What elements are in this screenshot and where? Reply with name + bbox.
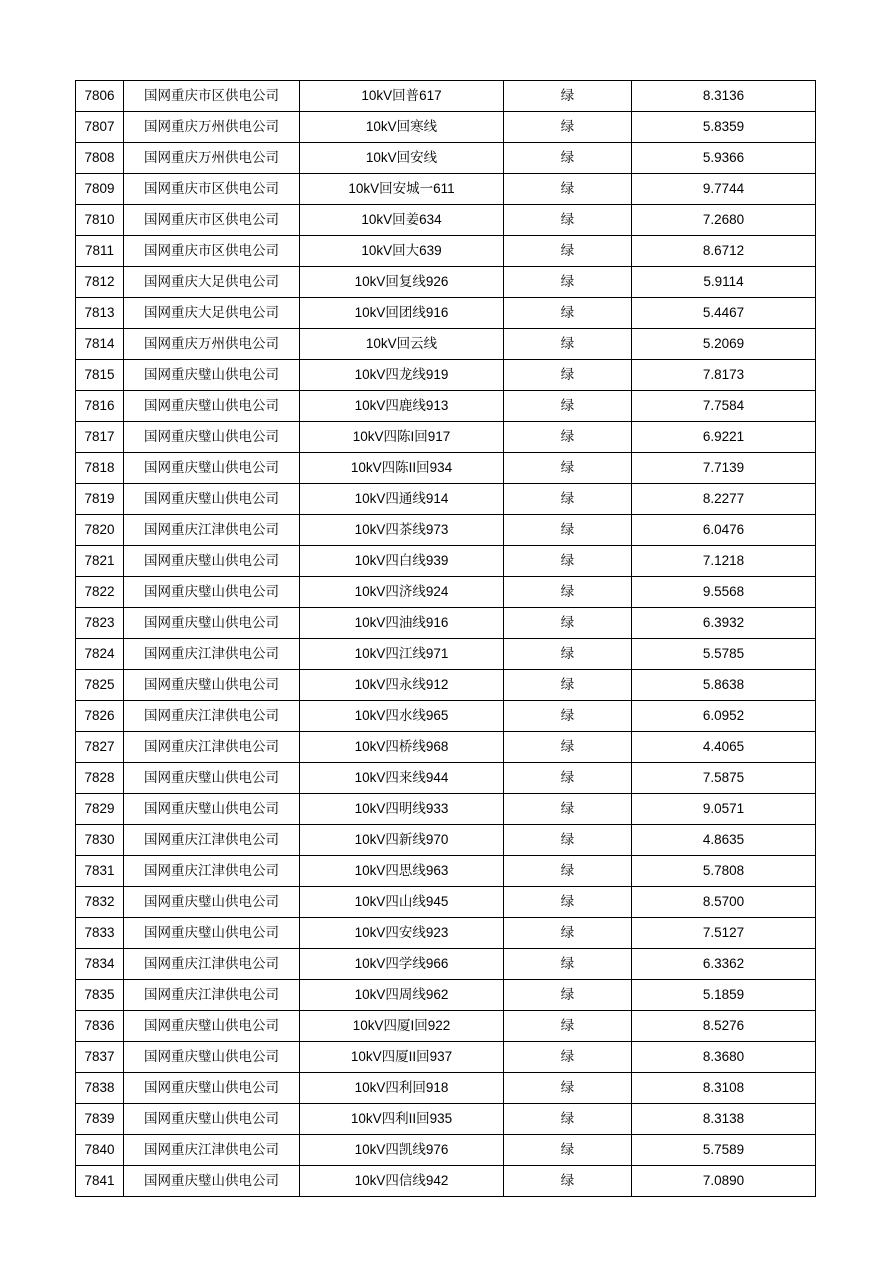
cell-level: 绿 xyxy=(504,298,632,329)
cell-index: 7818 xyxy=(76,453,124,484)
cell-index: 7824 xyxy=(76,639,124,670)
cell-value: 5.8359 xyxy=(632,112,816,143)
cell-level: 绿 xyxy=(504,236,632,267)
cell-line-name: 10kV四鹿线913 xyxy=(300,391,504,422)
cell-organization: 国网重庆江津供电公司 xyxy=(124,825,300,856)
cell-index: 7837 xyxy=(76,1042,124,1073)
cell-value: 6.3932 xyxy=(632,608,816,639)
table-row xyxy=(76,391,816,422)
cell-level: 绿 xyxy=(504,81,632,112)
table-row xyxy=(76,1011,816,1042)
cell-organization: 国网重庆璧山供电公司 xyxy=(124,608,300,639)
cell-level: 绿 xyxy=(504,515,632,546)
cell-value: 8.3680 xyxy=(632,1042,816,1073)
cell-line-name: 10kV回云线 xyxy=(300,329,504,360)
cell-level: 绿 xyxy=(504,329,632,360)
cell-organization: 国网重庆江津供电公司 xyxy=(124,980,300,1011)
cell-line-name: 10kV四油线916 xyxy=(300,608,504,639)
cell-organization: 国网重庆璧山供电公司 xyxy=(124,453,300,484)
cell-organization: 国网重庆大足供电公司 xyxy=(124,267,300,298)
table-row xyxy=(76,1104,816,1135)
cell-level: 绿 xyxy=(504,205,632,236)
cell-value: 7.0890 xyxy=(632,1166,816,1197)
table-row xyxy=(76,267,816,298)
cell-line-name: 10kV回寒线 xyxy=(300,112,504,143)
cell-value: 6.3362 xyxy=(632,949,816,980)
cell-level: 绿 xyxy=(504,670,632,701)
table-row xyxy=(76,515,816,546)
cell-value: 5.1859 xyxy=(632,980,816,1011)
cell-organization: 国网重庆市区供电公司 xyxy=(124,81,300,112)
cell-value: 7.5127 xyxy=(632,918,816,949)
cell-line-name: 10kV四周线962 xyxy=(300,980,504,1011)
cell-organization: 国网重庆璧山供电公司 xyxy=(124,794,300,825)
table-row xyxy=(76,701,816,732)
cell-value: 4.4065 xyxy=(632,732,816,763)
cell-level: 绿 xyxy=(504,174,632,205)
table-row xyxy=(76,112,816,143)
cell-line-name: 10kV四学线966 xyxy=(300,949,504,980)
cell-value: 6.0476 xyxy=(632,515,816,546)
cell-index: 7813 xyxy=(76,298,124,329)
cell-index: 7829 xyxy=(76,794,124,825)
cell-value: 6.0952 xyxy=(632,701,816,732)
cell-value: 5.9366 xyxy=(632,143,816,174)
table-row xyxy=(76,422,816,453)
cell-level: 绿 xyxy=(504,1104,632,1135)
cell-level: 绿 xyxy=(504,577,632,608)
cell-organization: 国网重庆璧山供电公司 xyxy=(124,1073,300,1104)
cell-level: 绿 xyxy=(504,453,632,484)
cell-level: 绿 xyxy=(504,391,632,422)
cell-index: 7821 xyxy=(76,546,124,577)
cell-value: 4.8635 xyxy=(632,825,816,856)
table-row xyxy=(76,980,816,1011)
cell-organization: 国网重庆璧山供电公司 xyxy=(124,577,300,608)
line-data-table xyxy=(75,80,816,1197)
table-body xyxy=(76,81,816,1197)
table-row xyxy=(76,360,816,391)
cell-level: 绿 xyxy=(504,1166,632,1197)
cell-value: 9.5568 xyxy=(632,577,816,608)
cell-line-name: 10kV四茶线973 xyxy=(300,515,504,546)
cell-organization: 国网重庆市区供电公司 xyxy=(124,174,300,205)
table-row xyxy=(76,546,816,577)
cell-index: 7819 xyxy=(76,484,124,515)
cell-index: 7815 xyxy=(76,360,124,391)
cell-index: 7827 xyxy=(76,732,124,763)
table-row xyxy=(76,608,816,639)
cell-index: 7841 xyxy=(76,1166,124,1197)
cell-organization: 国网重庆江津供电公司 xyxy=(124,701,300,732)
cell-index: 7808 xyxy=(76,143,124,174)
table-row xyxy=(76,825,816,856)
cell-value: 5.7808 xyxy=(632,856,816,887)
cell-organization: 国网重庆璧山供电公司 xyxy=(124,1104,300,1135)
cell-line-name: 10kV四思线963 xyxy=(300,856,504,887)
cell-organization: 国网重庆江津供电公司 xyxy=(124,856,300,887)
cell-line-name: 10kV回姜634 xyxy=(300,205,504,236)
cell-index: 7826 xyxy=(76,701,124,732)
cell-value: 5.9114 xyxy=(632,267,816,298)
cell-level: 绿 xyxy=(504,825,632,856)
cell-index: 7816 xyxy=(76,391,124,422)
cell-line-name: 10kV四济线924 xyxy=(300,577,504,608)
cell-level: 绿 xyxy=(504,639,632,670)
cell-value: 8.3138 xyxy=(632,1104,816,1135)
cell-organization: 国网重庆璧山供电公司 xyxy=(124,546,300,577)
table-row xyxy=(76,887,816,918)
cell-level: 绿 xyxy=(504,1042,632,1073)
cell-index: 7812 xyxy=(76,267,124,298)
cell-line-name: 10kV四来线944 xyxy=(300,763,504,794)
cell-line-name: 10kV回安城一611 xyxy=(300,174,504,205)
cell-line-name: 10kV四陈I回917 xyxy=(300,422,504,453)
cell-organization: 国网重庆江津供电公司 xyxy=(124,515,300,546)
cell-line-name: 10kV四江线971 xyxy=(300,639,504,670)
cell-line-name: 10kV四厦I回922 xyxy=(300,1011,504,1042)
cell-value: 8.3108 xyxy=(632,1073,816,1104)
cell-level: 绿 xyxy=(504,701,632,732)
cell-value: 7.8173 xyxy=(632,360,816,391)
table-row xyxy=(76,856,816,887)
cell-value: 8.5700 xyxy=(632,887,816,918)
cell-organization: 国网重庆璧山供电公司 xyxy=(124,360,300,391)
cell-organization: 国网重庆璧山供电公司 xyxy=(124,391,300,422)
cell-index: 7831 xyxy=(76,856,124,887)
cell-index: 7820 xyxy=(76,515,124,546)
table-row xyxy=(76,484,816,515)
cell-line-name: 10kV回团线916 xyxy=(300,298,504,329)
cell-index: 7823 xyxy=(76,608,124,639)
cell-level: 绿 xyxy=(504,1073,632,1104)
cell-line-name: 10kV四信线942 xyxy=(300,1166,504,1197)
table-row xyxy=(76,1135,816,1166)
cell-index: 7822 xyxy=(76,577,124,608)
table-row xyxy=(76,1042,816,1073)
table-row xyxy=(76,1166,816,1197)
cell-line-name: 10kV四陈II回934 xyxy=(300,453,504,484)
table-row xyxy=(76,143,816,174)
cell-line-name: 10kV回大639 xyxy=(300,236,504,267)
cell-level: 绿 xyxy=(504,980,632,1011)
cell-organization: 国网重庆璧山供电公司 xyxy=(124,918,300,949)
cell-index: 7834 xyxy=(76,949,124,980)
cell-index: 7807 xyxy=(76,112,124,143)
cell-organization: 国网重庆璧山供电公司 xyxy=(124,763,300,794)
table-row xyxy=(76,329,816,360)
cell-index: 7814 xyxy=(76,329,124,360)
cell-line-name: 10kV四山线945 xyxy=(300,887,504,918)
cell-organization: 国网重庆市区供电公司 xyxy=(124,236,300,267)
cell-level: 绿 xyxy=(504,360,632,391)
cell-organization: 国网重庆万州供电公司 xyxy=(124,143,300,174)
cell-line-name: 10kV四厦II回937 xyxy=(300,1042,504,1073)
cell-index: 7840 xyxy=(76,1135,124,1166)
table-row xyxy=(76,918,816,949)
cell-level: 绿 xyxy=(504,732,632,763)
cell-organization: 国网重庆万州供电公司 xyxy=(124,329,300,360)
cell-organization: 国网重庆江津供电公司 xyxy=(124,1135,300,1166)
cell-organization: 国网重庆璧山供电公司 xyxy=(124,887,300,918)
cell-value: 5.5785 xyxy=(632,639,816,670)
cell-line-name: 10kV四白线939 xyxy=(300,546,504,577)
cell-value: 7.2680 xyxy=(632,205,816,236)
table-row xyxy=(76,794,816,825)
table-row xyxy=(76,236,816,267)
cell-level: 绿 xyxy=(504,949,632,980)
cell-index: 7830 xyxy=(76,825,124,856)
table-row xyxy=(76,670,816,701)
cell-index: 7832 xyxy=(76,887,124,918)
table-row xyxy=(76,639,816,670)
cell-value: 8.5276 xyxy=(632,1011,816,1042)
table-row xyxy=(76,1073,816,1104)
cell-level: 绿 xyxy=(504,1011,632,1042)
cell-value: 8.3136 xyxy=(632,81,816,112)
cell-index: 7825 xyxy=(76,670,124,701)
cell-index: 7810 xyxy=(76,205,124,236)
cell-line-name: 10kV四新线970 xyxy=(300,825,504,856)
cell-organization: 国网重庆江津供电公司 xyxy=(124,949,300,980)
cell-value: 5.7589 xyxy=(632,1135,816,1166)
table-row xyxy=(76,174,816,205)
cell-value: 5.4467 xyxy=(632,298,816,329)
cell-index: 7836 xyxy=(76,1011,124,1042)
table-row xyxy=(76,81,816,112)
cell-line-name: 10kV四通线914 xyxy=(300,484,504,515)
cell-line-name: 10kV回安线 xyxy=(300,143,504,174)
table-row xyxy=(76,205,816,236)
cell-line-name: 10kV四利II回935 xyxy=(300,1104,504,1135)
cell-line-name: 10kV四利回918 xyxy=(300,1073,504,1104)
cell-line-name: 10kV四龙线919 xyxy=(300,360,504,391)
table-row xyxy=(76,298,816,329)
cell-organization: 国网重庆江津供电公司 xyxy=(124,732,300,763)
cell-value: 7.5875 xyxy=(632,763,816,794)
cell-index: 7828 xyxy=(76,763,124,794)
cell-organization: 国网重庆大足供电公司 xyxy=(124,298,300,329)
cell-value: 9.7744 xyxy=(632,174,816,205)
cell-line-name: 10kV四桥线968 xyxy=(300,732,504,763)
cell-level: 绿 xyxy=(504,856,632,887)
table-row xyxy=(76,453,816,484)
cell-index: 7817 xyxy=(76,422,124,453)
cell-organization: 国网重庆璧山供电公司 xyxy=(124,1166,300,1197)
cell-level: 绿 xyxy=(504,608,632,639)
cell-value: 5.8638 xyxy=(632,670,816,701)
cell-level: 绿 xyxy=(504,794,632,825)
cell-index: 7811 xyxy=(76,236,124,267)
cell-organization: 国网重庆璧山供电公司 xyxy=(124,1011,300,1042)
cell-line-name: 10kV四永线912 xyxy=(300,670,504,701)
cell-line-name: 10kV四凯线976 xyxy=(300,1135,504,1166)
cell-value: 8.2277 xyxy=(632,484,816,515)
cell-level: 绿 xyxy=(504,112,632,143)
cell-index: 7838 xyxy=(76,1073,124,1104)
cell-line-name: 10kV四明线933 xyxy=(300,794,504,825)
cell-value: 7.7139 xyxy=(632,453,816,484)
cell-level: 绿 xyxy=(504,1135,632,1166)
cell-organization: 国网重庆璧山供电公司 xyxy=(124,422,300,453)
cell-level: 绿 xyxy=(504,267,632,298)
cell-level: 绿 xyxy=(504,763,632,794)
cell-organization: 国网重庆璧山供电公司 xyxy=(124,670,300,701)
cell-line-name: 10kV四安线923 xyxy=(300,918,504,949)
cell-organization: 国网重庆市区供电公司 xyxy=(124,205,300,236)
cell-line-name: 10kV回复线926 xyxy=(300,267,504,298)
cell-value: 8.6712 xyxy=(632,236,816,267)
cell-level: 绿 xyxy=(504,143,632,174)
table-row xyxy=(76,732,816,763)
cell-line-name: 10kV四水线965 xyxy=(300,701,504,732)
cell-organization: 国网重庆璧山供电公司 xyxy=(124,1042,300,1073)
cell-value: 9.0571 xyxy=(632,794,816,825)
cell-index: 7806 xyxy=(76,81,124,112)
cell-value: 6.9221 xyxy=(632,422,816,453)
cell-level: 绿 xyxy=(504,422,632,453)
cell-line-name: 10kV回普617 xyxy=(300,81,504,112)
cell-value: 7.1218 xyxy=(632,546,816,577)
cell-value: 7.7584 xyxy=(632,391,816,422)
cell-organization: 国网重庆璧山供电公司 xyxy=(124,484,300,515)
cell-index: 7809 xyxy=(76,174,124,205)
cell-level: 绿 xyxy=(504,546,632,577)
cell-index: 7835 xyxy=(76,980,124,1011)
cell-index: 7839 xyxy=(76,1104,124,1135)
cell-value: 5.2069 xyxy=(632,329,816,360)
cell-index: 7833 xyxy=(76,918,124,949)
cell-level: 绿 xyxy=(504,887,632,918)
cell-organization: 国网重庆江津供电公司 xyxy=(124,639,300,670)
cell-organization: 国网重庆万州供电公司 xyxy=(124,112,300,143)
table-row xyxy=(76,949,816,980)
table-row xyxy=(76,577,816,608)
table-row xyxy=(76,763,816,794)
cell-level: 绿 xyxy=(504,484,632,515)
cell-level: 绿 xyxy=(504,918,632,949)
